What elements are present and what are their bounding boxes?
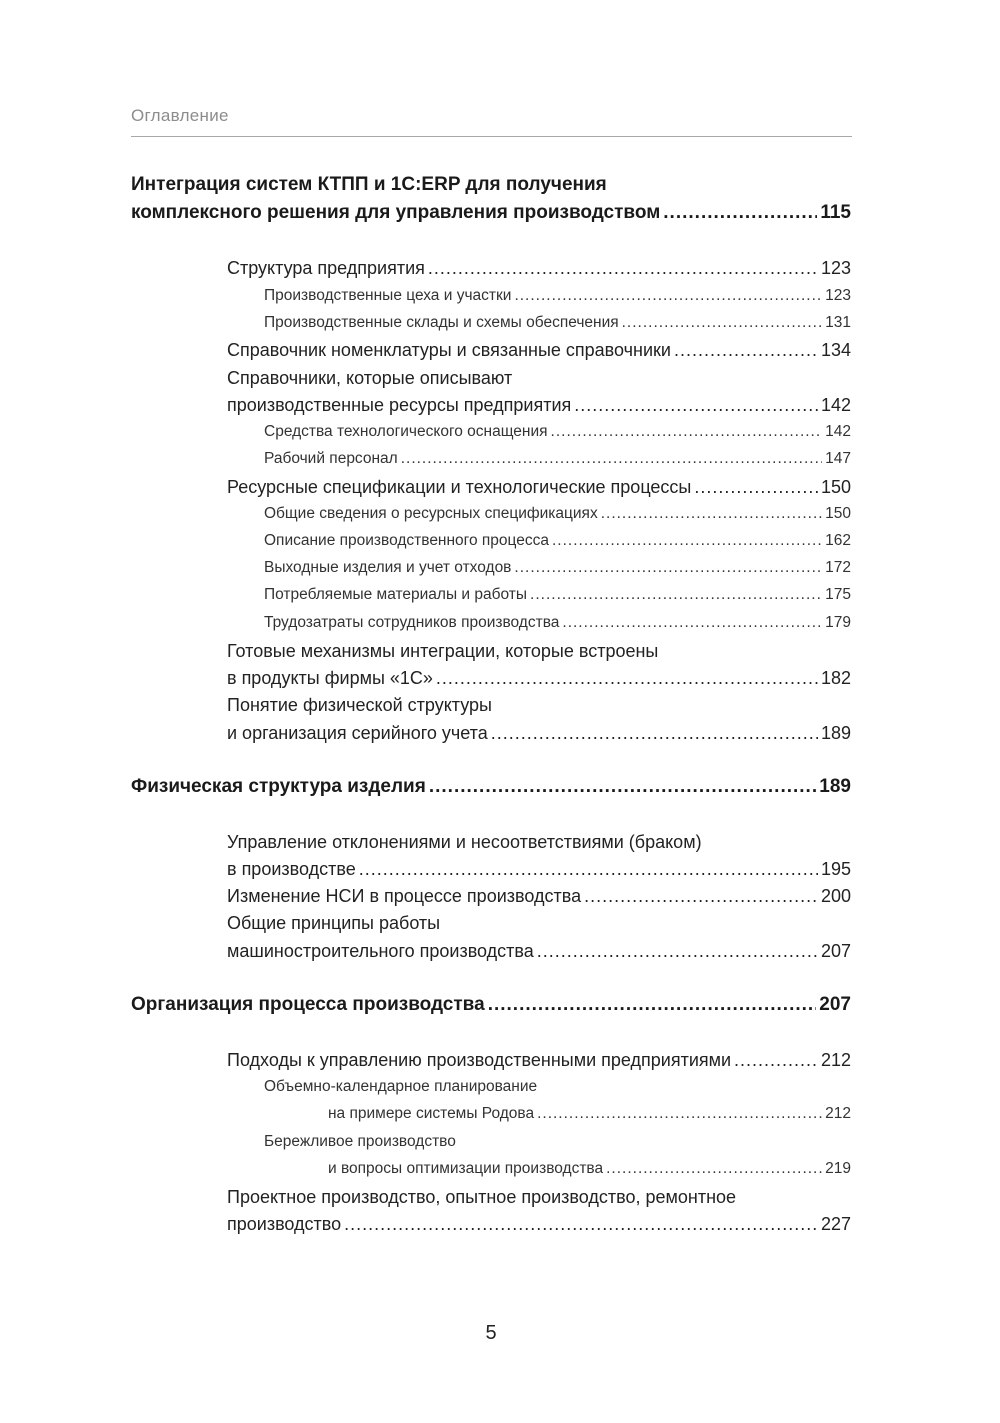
toc-entry-project[interactable] — [227, 1214, 851, 1235]
toc-entry-resources[interactable] — [227, 395, 851, 416]
toc-entry-title: Организация процесса производства — [131, 994, 485, 1015]
dot-leader — [429, 776, 816, 798]
toc-page-number: 175 — [825, 586, 851, 603]
dot-leader — [562, 614, 822, 632]
toc-entry-title: Справочник номенклатуры и связанные справочники — [227, 340, 671, 360]
toc-entry-integration-line1: Готовые механизмы интеграции, которые встроены — [227, 641, 659, 661]
toc-entry-resources-line1: Справочники, которые описывают — [227, 368, 513, 388]
dot-leader — [574, 395, 818, 416]
toc-entry-title: производство — [227, 1214, 342, 1234]
toc-chapter-3[interactable] — [131, 994, 851, 1016]
toc-subentry-personnel[interactable] — [264, 450, 851, 468]
toc-page-number: 142 — [825, 423, 851, 440]
toc-entry-defects[interactable] — [227, 859, 851, 880]
toc-entry-title: Трудозатраты сотрудников производства — [264, 614, 560, 631]
toc-entry-principles-line1: Общие принципы работы — [227, 913, 441, 933]
dot-leader — [551, 423, 823, 441]
dot-leader — [622, 314, 823, 332]
toc-page-number: 227 — [820, 1214, 851, 1234]
dot-leader — [344, 1214, 818, 1235]
toc-entry-title: Средства технологического оснащения — [264, 423, 548, 440]
dot-leader — [537, 941, 818, 962]
toc-page-number: 212 — [825, 1105, 851, 1122]
toc-subentry-labor[interactable] — [264, 614, 851, 632]
toc-entry-title: Производственные склады и схемы обеспечения — [264, 314, 619, 331]
toc-page-number: 142 — [820, 395, 851, 415]
toc-entry-title: Потребляемые материалы и работы — [264, 586, 528, 603]
toc-entry-title: в производстве — [227, 859, 356, 879]
toc-entry-title: Выходные изделия и учет отходов — [264, 559, 512, 576]
toc-entry-project-line1: Проектное производство, опытное производство, ремонтное — [227, 1187, 737, 1207]
toc-page-number: 123 — [825, 287, 851, 304]
dot-leader — [694, 477, 818, 498]
toc-entry-structure[interactable] — [227, 258, 851, 279]
dot-leader — [674, 340, 818, 361]
toc-entry-title: Ресурсные спецификации и технологические процессы — [227, 477, 692, 497]
toc-entry-serial[interactable] — [227, 723, 851, 744]
toc-entry-nsi-change[interactable] — [227, 886, 851, 907]
toc-page-number: 115 — [820, 202, 851, 223]
toc-page-number: 162 — [825, 532, 851, 549]
dot-leader — [530, 586, 822, 604]
toc-page-number: 200 — [820, 886, 851, 906]
dot-leader — [606, 1160, 822, 1178]
toc-entry-title: Физическая структура изделия — [131, 776, 426, 797]
toc-page-number: 182 — [820, 668, 851, 688]
toc-page-number: 134 — [820, 340, 851, 360]
dot-leader — [514, 559, 822, 577]
toc-entry-nomenclature[interactable] — [227, 340, 851, 361]
toc-entry-serial-line1: Понятие физической структуры — [227, 695, 492, 715]
toc-subentry-lean-line1: Бережливое производство — [264, 1133, 456, 1150]
dot-leader — [584, 886, 818, 907]
toc-page-number: 219 — [825, 1160, 851, 1177]
dot-leader — [537, 1105, 822, 1123]
toc-page-number: 172 — [825, 559, 851, 576]
toc-page-number: 189 — [820, 723, 851, 743]
toc-entry-title: на примере системы Родова — [328, 1105, 535, 1122]
toc-entry-title: и вопросы оптимизации производства — [328, 1160, 604, 1177]
toc-chapter-1[interactable] — [131, 202, 851, 224]
toc-entry-principles[interactable] — [227, 941, 851, 962]
dot-leader — [514, 287, 822, 305]
dot-leader — [436, 668, 818, 689]
dot-leader — [491, 723, 818, 744]
toc-subentry-process[interactable] — [264, 532, 851, 550]
toc-entry-title: Описание производственного процесса — [264, 532, 549, 549]
toc-subentry-tooling[interactable] — [264, 423, 851, 441]
toc-subentry-warehouses[interactable] — [264, 314, 851, 332]
toc-subentry-spec-general[interactable] — [264, 505, 851, 523]
toc-entry-title: Структура предприятия — [227, 258, 425, 278]
toc-entry-title: комплексного решения для управления производством — [131, 202, 661, 223]
running-head: Оглавление — [131, 106, 229, 125]
toc-subentry-planning-line1: Объемно-календарное планирование — [264, 1078, 538, 1095]
toc-entry-title: и организация серийного учета — [227, 723, 488, 743]
toc-chapter-1-line1: Интеграция систем КТПП и 1С:ERP для получения — [131, 174, 607, 195]
toc-page-number: 207 — [820, 941, 851, 961]
toc-page-number: 207 — [819, 994, 851, 1015]
dot-leader — [428, 258, 818, 279]
toc-entry-integration[interactable] — [227, 668, 851, 689]
toc-page-number: 195 — [820, 859, 851, 879]
toc-subentry-outputs[interactable] — [264, 559, 851, 577]
dot-leader — [401, 450, 822, 468]
toc-chapter-2[interactable] — [131, 776, 851, 798]
toc-entry-title: Подходы к управлению производственными предприятиями — [227, 1050, 732, 1070]
toc-entry-title: Изменение НСИ в процессе производства — [227, 886, 582, 906]
toc-entry-title: машиностроительного производства — [227, 941, 534, 961]
toc-entry-title: производственные ресурсы предприятия — [227, 395, 572, 415]
dot-leader — [734, 1050, 818, 1071]
toc-subentry-lean[interactable] — [328, 1160, 851, 1178]
toc-entry-title: Производственные цеха и участки — [264, 287, 512, 304]
toc-subentry-planning[interactable] — [328, 1105, 851, 1123]
toc-subentry-materials[interactable] — [264, 586, 851, 604]
toc-page-number: 179 — [825, 614, 851, 631]
toc-page-number: 123 — [820, 258, 851, 278]
toc-page-number: 212 — [820, 1050, 851, 1070]
toc-entry-title: Рабочий персонал — [264, 450, 398, 467]
page-number: 5 — [485, 1322, 497, 1344]
dot-leader — [663, 202, 817, 224]
dot-leader — [359, 859, 818, 880]
toc-entry-defects-line1: Управление отклонениями и несоответствиями (браком) — [227, 832, 702, 852]
toc-page-number: 150 — [820, 477, 851, 497]
dot-leader — [552, 532, 822, 550]
toc-entry-approaches[interactable] — [227, 1050, 851, 1071]
toc-page-number: 189 — [819, 776, 851, 797]
toc-entry-title: в продукты фирмы «1С» — [227, 668, 433, 688]
dot-leader — [601, 505, 822, 523]
toc-entry-title: Общие сведения о ресурсных спецификациях — [264, 505, 598, 522]
toc-page-number: 147 — [825, 450, 851, 467]
toc-subentry-workshops[interactable] — [264, 287, 851, 305]
dot-leader — [488, 994, 817, 1016]
toc-page-number: 131 — [825, 314, 851, 331]
toc-entry-specifications[interactable] — [227, 477, 851, 498]
header-rule — [131, 136, 852, 137]
toc-page-number: 150 — [825, 505, 851, 522]
